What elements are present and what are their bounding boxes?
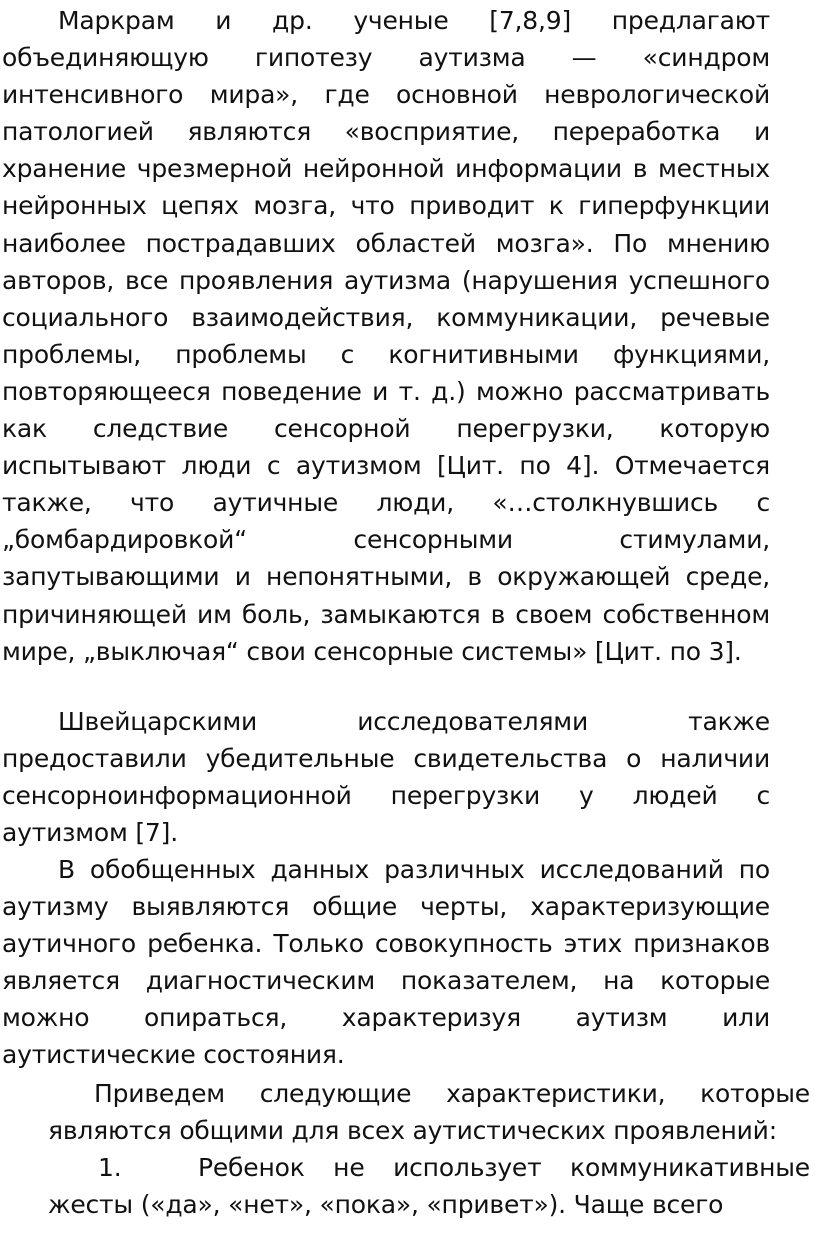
paragraph-sensory-hypothesis: Маркрам и др. ученые [7,8,9] предлагают объединяющую гипотезу аутизма — «синдром интенсивного мира», где основной неврологической патологией являются «восприятие, переработка и хранение чрезмерной нейронной информации в местных нейронных цепях мозга, что приводит к гиперфункции наиболее пострадавших областей мозга». По мнению авторов, все проявления аутизма (нарушения успешного социального взаимодействия, коммуникации, речевые проблемы, проблемы с когнитивными функциями, повторяющееся поведение и т. д.) можно рассматривать как следствие сенсорной перегрузки, которую испытывают люди с аутизмом [Цит. по 4]. Отмечается также, что аутичные люди, «…столкнувшись с „бомбардировкой“ сенсорными стимулами, запутывающими и непонятными, в окружающей среде, причиняющей им боль, замыкаются в своем собственном мире, „выключая“ свои сенсорные системы» [Цит. по 3]. xyxy=(2,6,770,666)
paragraph-swiss-research: Швейцарскими исследователями также предоставили убедительные свидетельства о наличии сенсорноинформационной перегрузки у людей с аутизмом [7]. xyxy=(2,707,770,848)
list-item-1 xyxy=(48,1149,810,1223)
paragraph-characteristics-intro: Приведем следующие характеристики, которые являются общими для всех аутистических проявлений: xyxy=(48,1079,810,1146)
list-item-text: Ребенок не использует коммуникативные жесты («да», «нет», «пока», «привет»). Чаще всего xyxy=(48,1153,810,1220)
paragraph-common-traits: В обобщенных данных различных исследований по аутизму выявляются общие черты, характеризующие аутичного ребенка. Только совокупность этих признаков является диагностическим показателем, на которые можно опираться, характеризуя аутизм или аутистические состояния. xyxy=(2,855,770,1070)
list-item-number: 1. xyxy=(98,1153,122,1182)
